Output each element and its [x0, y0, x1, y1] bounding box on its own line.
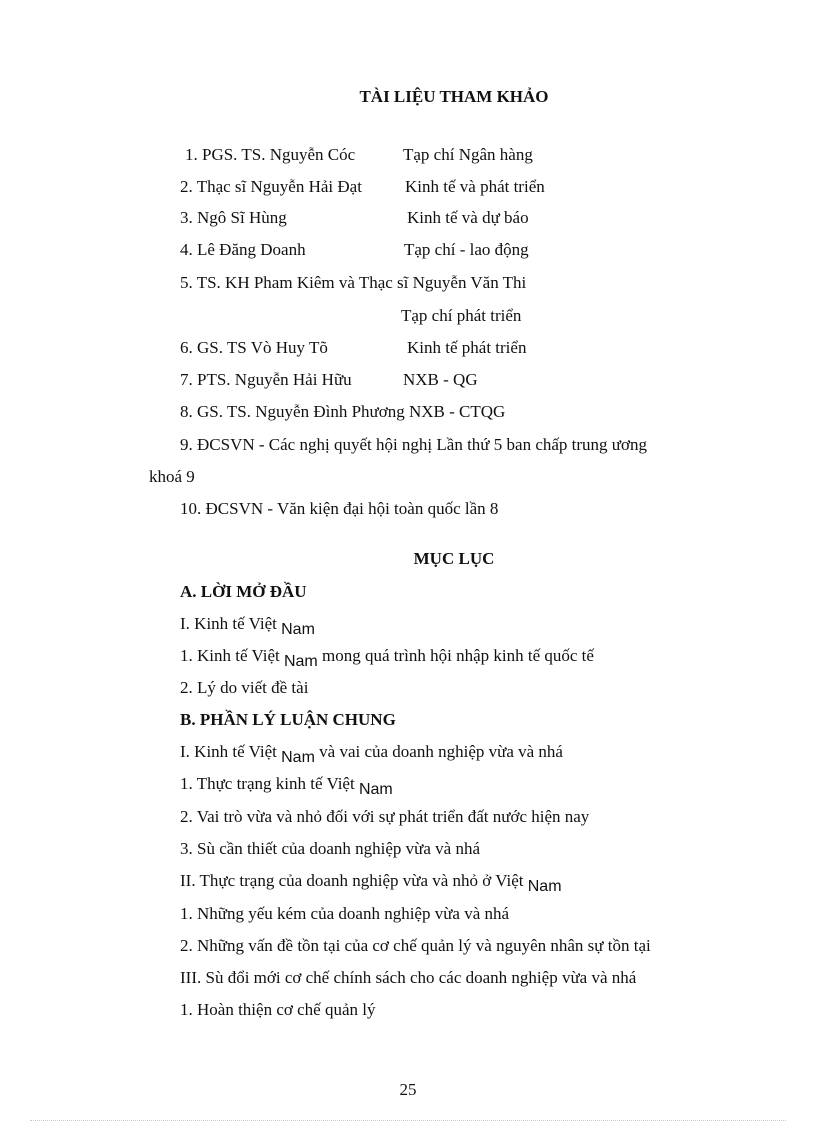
reference-item: [180, 434, 726, 456]
reference-source: NXB - QG: [403, 370, 478, 389]
reference-source: Tạp chí Ngân hàng: [403, 145, 533, 164]
reference-item: [185, 144, 355, 166]
references-title: TÀI LIỆU THAM KHẢO: [359, 87, 549, 106]
toc-item-sub: Nam: [358, 781, 393, 798]
reference-item: [180, 176, 362, 198]
toc-item-text: I. Kinh tế Việt: [180, 742, 277, 761]
toc-heading: B. PHẦN LÝ LUẬN CHUNG: [180, 710, 396, 729]
toc-item-sub: Nam: [281, 621, 315, 638]
reference-item: [180, 207, 287, 229]
toc-item-sub: Nam: [527, 878, 562, 895]
reference-author: GS. TS. Nguyễn Đình Phương: [197, 402, 405, 421]
reference-author: Ngô Sĩ Hùng: [197, 208, 287, 227]
reference-number: 6.: [180, 338, 193, 357]
reference-source: Kinh tế và phát triển: [405, 177, 545, 196]
reference-number: 8.: [180, 402, 193, 421]
toc-item-sub: Nam: [281, 749, 315, 766]
toc-title: MỤC LỤC: [413, 549, 495, 568]
reference-author: Thạc sĩ Nguyễn Hải Đạt: [196, 177, 362, 196]
reference-item: [180, 239, 306, 261]
reference-author: Lê Đăng Doanh: [197, 240, 306, 259]
reference-source: Tạp chí phát triển: [401, 306, 522, 325]
toc-item-text: II. Thực trạng của doanh nghiệp vừa và nhỏ ở Việt: [180, 871, 524, 890]
reference-item: [180, 337, 328, 359]
toc-item-text: 1. Kinh tế Việt: [180, 646, 280, 665]
toc-item: 2. Lý do viết đề tài: [180, 678, 309, 697]
toc-item: [180, 870, 562, 893]
toc-item: 1. Những yếu kém của doanh nghiệp vừa và nhá: [180, 904, 510, 923]
reference-number: 4.: [180, 240, 193, 259]
toc-item: [180, 741, 563, 764]
toc-item: 2. Vai trò vừa và nhỏ đối với sự phát triển đất nước hiện nay: [180, 807, 590, 826]
reference-number: 9.: [180, 435, 193, 454]
toc-item: [180, 645, 594, 668]
toc-item: 1. Hoàn thiện cơ chế quản lý: [180, 1000, 376, 1019]
reference-source: Kinh tế phát triển: [407, 338, 527, 357]
toc-item: 3. Sù cần thiết của doanh nghiệp vừa và nhá: [180, 839, 481, 858]
reference-item: [180, 401, 505, 423]
toc-item-rest: mong quá trình hội nhập kinh tế quốc tế: [322, 646, 594, 665]
toc-heading: A. LỜI MỞ ĐẦU: [180, 582, 307, 601]
toc-item: [180, 613, 315, 636]
reference-number: 7.: [180, 370, 193, 389]
toc-item: 2. Những vấn đề tồn tại của cơ chế quản lý và nguyên nhân sự tồn tại: [180, 936, 651, 955]
toc-item: [180, 773, 393, 796]
reference-source: NXB - CTQG: [409, 402, 506, 421]
reference-number: 2.: [180, 177, 193, 196]
reference-item: [180, 498, 498, 520]
reference-number: 10.: [180, 499, 202, 518]
reference-author: PTS. Nguyễn Hải Hữu: [197, 370, 352, 389]
reference-author: GS. TS Vò Huy Tõ: [197, 338, 328, 357]
page-number: 25: [399, 1080, 417, 1099]
page-divider: [30, 1120, 786, 1121]
reference-author: TS. KH Pham Kiêm và Thạc sĩ Nguyễn Văn Thi: [196, 273, 527, 292]
reference-number: 1.: [185, 145, 198, 164]
toc-item-text: I. Kinh tế Việt: [180, 614, 277, 633]
reference-author: ĐCSVN - Các nghị quyết hội nghị Lần thứ 5 ban chấp trung ương: [197, 435, 647, 454]
reference-author: ĐCSVN - Văn kiện đại hội toàn quốc lần 8: [205, 499, 499, 518]
toc-item: III. Sù đổi mới cơ chế chính sách cho các doanh nghiệp vừa và nhá: [180, 968, 637, 987]
reference-source: Kinh tế và dự báo: [407, 208, 529, 227]
reference-item: [180, 272, 526, 294]
reference-item: [180, 369, 352, 391]
toc-item-sub: Nam: [283, 653, 318, 670]
reference-author: PGS. TS. Nguyễn Cóc: [202, 145, 356, 164]
reference-number: 5.: [180, 273, 193, 292]
reference-number: 3.: [180, 208, 193, 227]
toc-item-text: 1. Thực trạng kinh tế Việt: [180, 774, 355, 793]
toc-item-rest: và vai của doanh nghiệp vừa và nhá: [319, 742, 563, 761]
reference-source: Tạp chí - lao động: [404, 240, 529, 259]
reference-source: khoá 9: [149, 467, 195, 486]
